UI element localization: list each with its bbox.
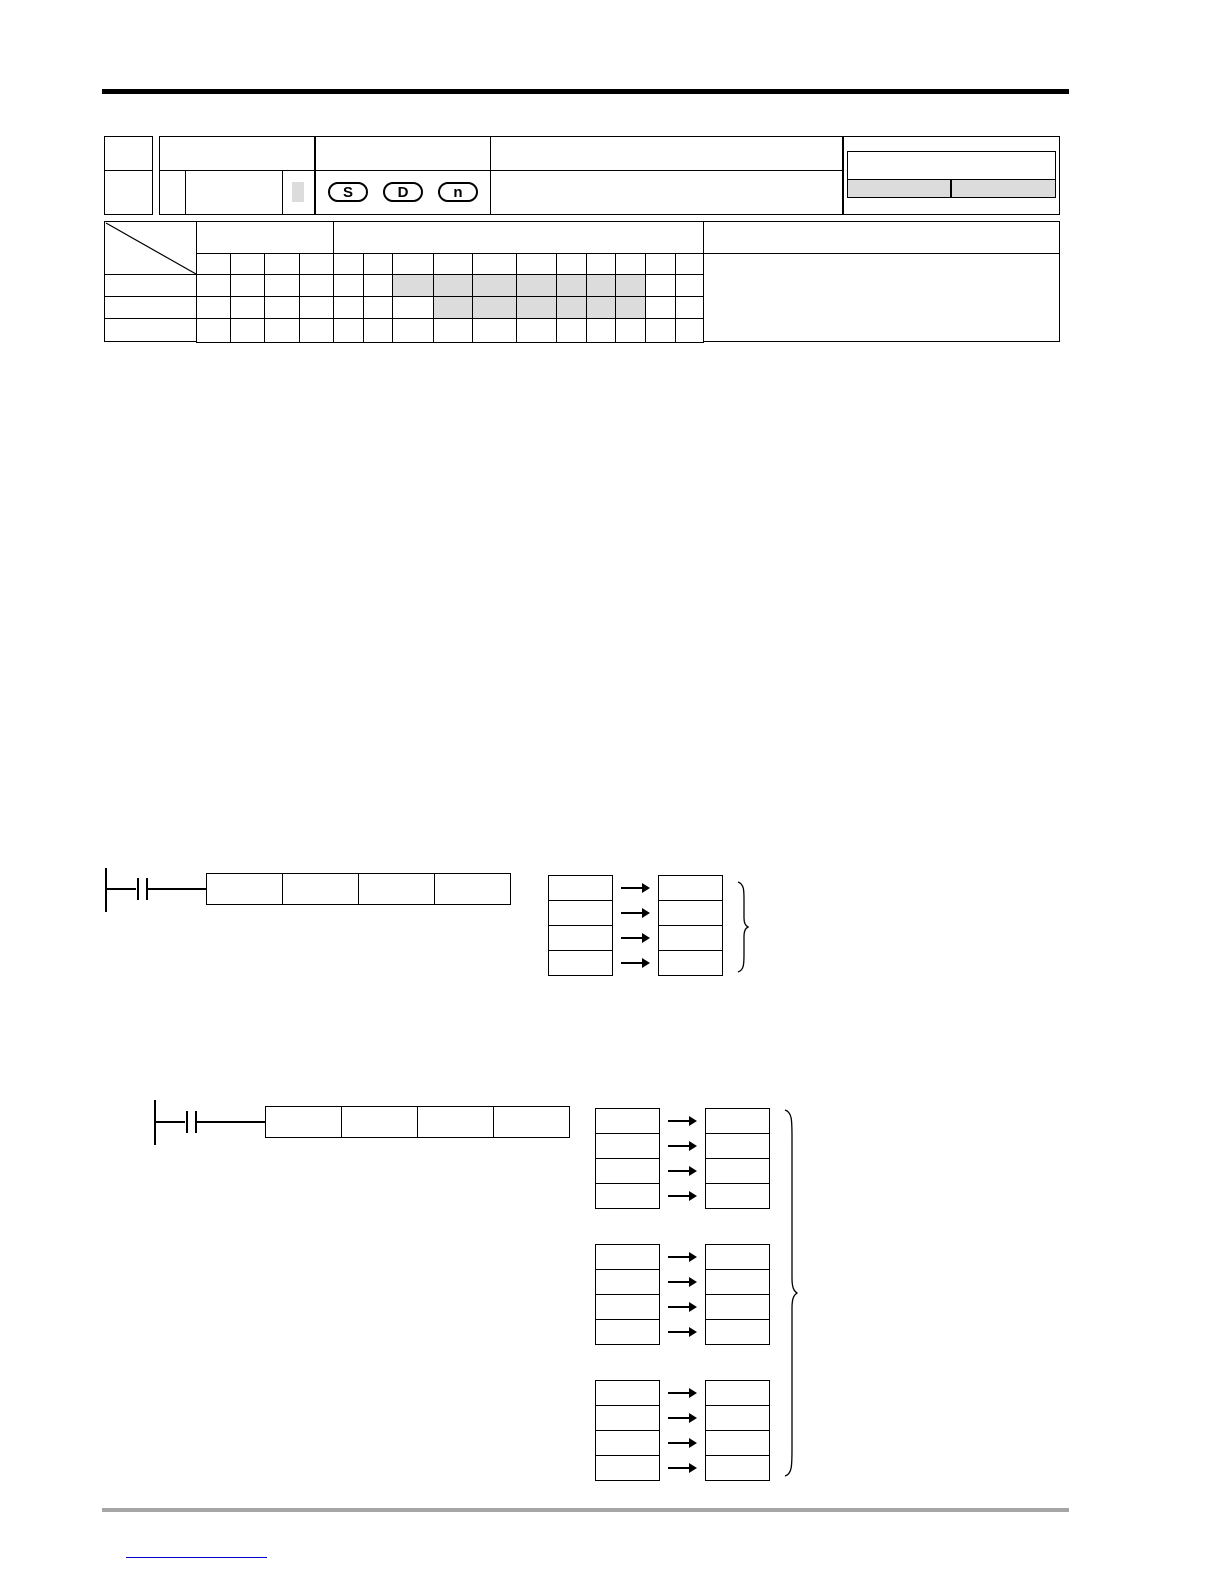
transfer-arrow-icon [668, 1392, 691, 1394]
destination-register-box [658, 925, 723, 951]
power-rail [105, 868, 107, 912]
source-register-box [595, 1380, 660, 1406]
device-cell [586, 318, 616, 343]
source-register-box [595, 1269, 660, 1295]
destination-register-box [705, 1108, 770, 1134]
device-cell [586, 253, 616, 275]
source-register-box [595, 1108, 660, 1134]
device-cell [615, 296, 646, 319]
source-register-box [595, 1430, 660, 1456]
transfer-arrow-icon [621, 887, 644, 889]
transfer-arrow-icon [668, 1467, 691, 1469]
notes-header [703, 221, 1060, 254]
device-cell [264, 274, 300, 297]
device-cell [586, 274, 616, 297]
device-cell [586, 296, 616, 319]
row-label-s [104, 274, 197, 297]
destination-register-box [705, 1405, 770, 1431]
source-register-box [548, 900, 613, 926]
device-cell [333, 253, 364, 275]
contact-left [137, 878, 139, 900]
device-cell [230, 274, 265, 297]
device-cell [196, 318, 231, 343]
device-cell [363, 318, 393, 343]
operand-box-d [358, 873, 435, 905]
device-cell [333, 318, 364, 343]
transfer-arrow-icon [668, 1145, 691, 1147]
device-cell [264, 296, 300, 319]
rung-wire [196, 1121, 266, 1123]
device-cell [472, 253, 517, 275]
destination-register-box [705, 1183, 770, 1209]
destination-register-box [658, 950, 723, 976]
destination-register-box [705, 1269, 770, 1295]
device-cell [433, 318, 473, 343]
device-cell [645, 318, 676, 343]
destination-register-box [658, 900, 723, 926]
function-cell [490, 170, 843, 215]
device-cell [516, 296, 557, 319]
device-cell [615, 318, 646, 343]
device-cell [472, 296, 517, 319]
operand-box-n [434, 873, 511, 905]
rung-wire [147, 888, 207, 890]
controllers-inner-header [847, 151, 1056, 180]
row-label-n [104, 318, 197, 342]
device-cell [392, 253, 434, 275]
destination-register-box [705, 1319, 770, 1345]
device-cell [516, 274, 557, 297]
transfer-arrow-icon [668, 1281, 691, 1283]
device-cell [645, 274, 676, 297]
operand-box-d [417, 1106, 494, 1138]
device-cell [433, 274, 473, 297]
device-cell [645, 253, 676, 275]
device-cell [433, 253, 473, 275]
device-cell [299, 274, 334, 297]
device-cell [299, 253, 334, 275]
d-prefix-cell [159, 170, 186, 215]
brace-1 [736, 880, 750, 974]
mnemonic-cell [185, 170, 283, 215]
rung-wire [106, 888, 136, 890]
row-label-d [104, 296, 197, 319]
transfer-arrow-icon [621, 912, 644, 914]
source-register-box [595, 1133, 660, 1159]
destination-register-box [705, 1294, 770, 1320]
source-register-box [548, 950, 613, 976]
device-cell [675, 274, 704, 297]
destination-register-box [705, 1380, 770, 1406]
destination-register-box [705, 1158, 770, 1184]
transfer-arrow-icon [668, 1417, 691, 1419]
contact-left [186, 1111, 188, 1133]
device-cell [230, 253, 265, 275]
instruction-box [265, 1106, 342, 1138]
source-register-box [548, 875, 613, 901]
destination-register-box [658, 875, 723, 901]
device-cell [363, 274, 393, 297]
device-cell [615, 253, 646, 275]
device-cell [230, 296, 265, 319]
device-cell [556, 274, 587, 297]
device-cell [433, 296, 473, 319]
header-rule [102, 89, 1069, 94]
device-cell [333, 274, 364, 297]
rung-wire [155, 1121, 185, 1123]
device-cell [363, 296, 393, 319]
device-cell [196, 274, 231, 297]
function-header-cell [490, 136, 843, 171]
notes-body [703, 253, 1060, 342]
operand-box-s [282, 873, 359, 905]
footer-link-underline[interactable] [126, 1557, 267, 1558]
transfer-arrow-icon [621, 962, 644, 964]
device-cell [516, 318, 557, 343]
device-cell [556, 296, 587, 319]
device-cell [472, 318, 517, 343]
operand-d-oval: D [383, 182, 423, 202]
source-register-box [595, 1158, 660, 1184]
destination-register-box [705, 1133, 770, 1159]
source-register-box [595, 1455, 660, 1481]
source-register-box [595, 1183, 660, 1209]
instruction-box [206, 873, 283, 905]
device-cell [392, 296, 434, 319]
device-cell [196, 296, 231, 319]
transfer-arrow-icon [668, 1170, 691, 1172]
corner-diagonal [104, 221, 197, 275]
device-cell [299, 318, 334, 343]
brace-2 [783, 1108, 799, 1478]
transfer-arrow-icon [621, 937, 644, 939]
device-cell [472, 274, 517, 297]
operand-n-oval: n [438, 182, 478, 202]
device-cell [645, 296, 676, 319]
controller-model-1 [847, 179, 951, 198]
destination-register-box [705, 1244, 770, 1270]
device-cell [333, 296, 364, 319]
device-cell [363, 253, 393, 275]
device-cell [556, 253, 587, 275]
device-cell [264, 253, 300, 275]
operand-box-n [493, 1106, 570, 1138]
source-register-box [595, 1405, 660, 1431]
pulse-indicator [292, 182, 304, 202]
device-cell [230, 318, 265, 343]
operand-s-oval: S [328, 182, 368, 202]
device-cell [299, 296, 334, 319]
transfer-arrow-icon [668, 1120, 691, 1122]
footer-rule [102, 1508, 1069, 1512]
device-cell [196, 253, 231, 275]
operands-header-cell [315, 136, 491, 171]
destination-register-box [705, 1455, 770, 1481]
device-cell [675, 296, 704, 319]
controller-model-2 [951, 179, 1056, 198]
source-register-box [595, 1244, 660, 1270]
transfer-arrow-icon [668, 1195, 691, 1197]
api-label-cell [104, 136, 153, 171]
transfer-arrow-icon [668, 1256, 691, 1258]
source-register-box [548, 925, 613, 951]
device-cell [264, 318, 300, 343]
transfer-arrow-icon [668, 1331, 691, 1333]
device-cell [556, 318, 587, 343]
source-register-box [595, 1319, 660, 1345]
transfer-arrow-icon [668, 1306, 691, 1308]
source-register-box [595, 1294, 660, 1320]
device-cell [392, 318, 434, 343]
device-cell [675, 253, 704, 275]
device-cell [392, 274, 434, 297]
destination-register-box [705, 1430, 770, 1456]
bit-devices-header [196, 221, 334, 254]
device-cell [516, 253, 557, 275]
mnemonic-header-cell [159, 136, 315, 171]
api-number-cell [104, 170, 153, 215]
operand-box-s [341, 1106, 418, 1138]
word-devices-header [333, 221, 704, 254]
device-cell [675, 318, 704, 343]
device-cell [615, 274, 646, 297]
transfer-arrow-icon [668, 1442, 691, 1444]
